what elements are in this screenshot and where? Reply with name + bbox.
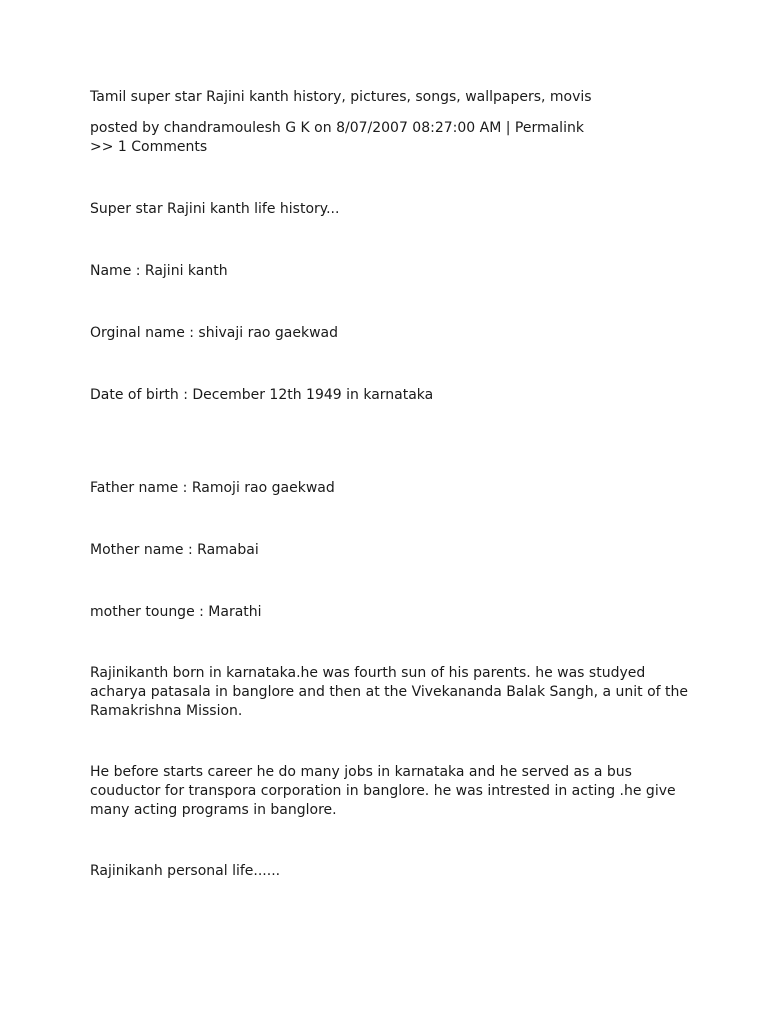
intro-line: Super star Rajini kanth life history...	[90, 201, 340, 217]
personal-life-heading: Rajinikanh personal life......	[90, 863, 281, 879]
fact-date-of-birth: Date of birth : December 12th 1949 in karnataka	[90, 387, 434, 403]
paragraph-career: He before starts career he do many jobs in karnataka and he served as a bus couductor for transpora corporation in banglore. he was intrested in acting .he give many acting programs in banglore.	[90, 764, 676, 818]
paragraph-early-life: Rajinikanth born in karnataka.he was fourth sun of his parents. he was studyed acharya patasala in banglore and then at the Vivekananda Balak Sangh, a unit of the Ramakrishna Mission.	[90, 665, 689, 719]
fact-father-name: Father name : Ramoji rao gaekwad	[90, 480, 335, 496]
fact-mother-name: Mother name : Ramabai	[90, 542, 259, 558]
fact-mother-tongue: mother tounge : Marathi	[90, 604, 262, 620]
post-comments-link[interactable]: >> 1 Comments	[90, 139, 208, 155]
post-byline: posted by chandramoulesh G K on 8/07/2007 08:27:00 AM | Permalink	[90, 120, 584, 136]
fact-original-name: Orginal name : shivaji rao gaekwad	[90, 325, 339, 341]
post-title: Tamil super star Rajini kanth history, pictures, songs, wallpapers, movis	[90, 89, 592, 105]
fact-name: Name : Rajini kanth	[90, 263, 228, 279]
